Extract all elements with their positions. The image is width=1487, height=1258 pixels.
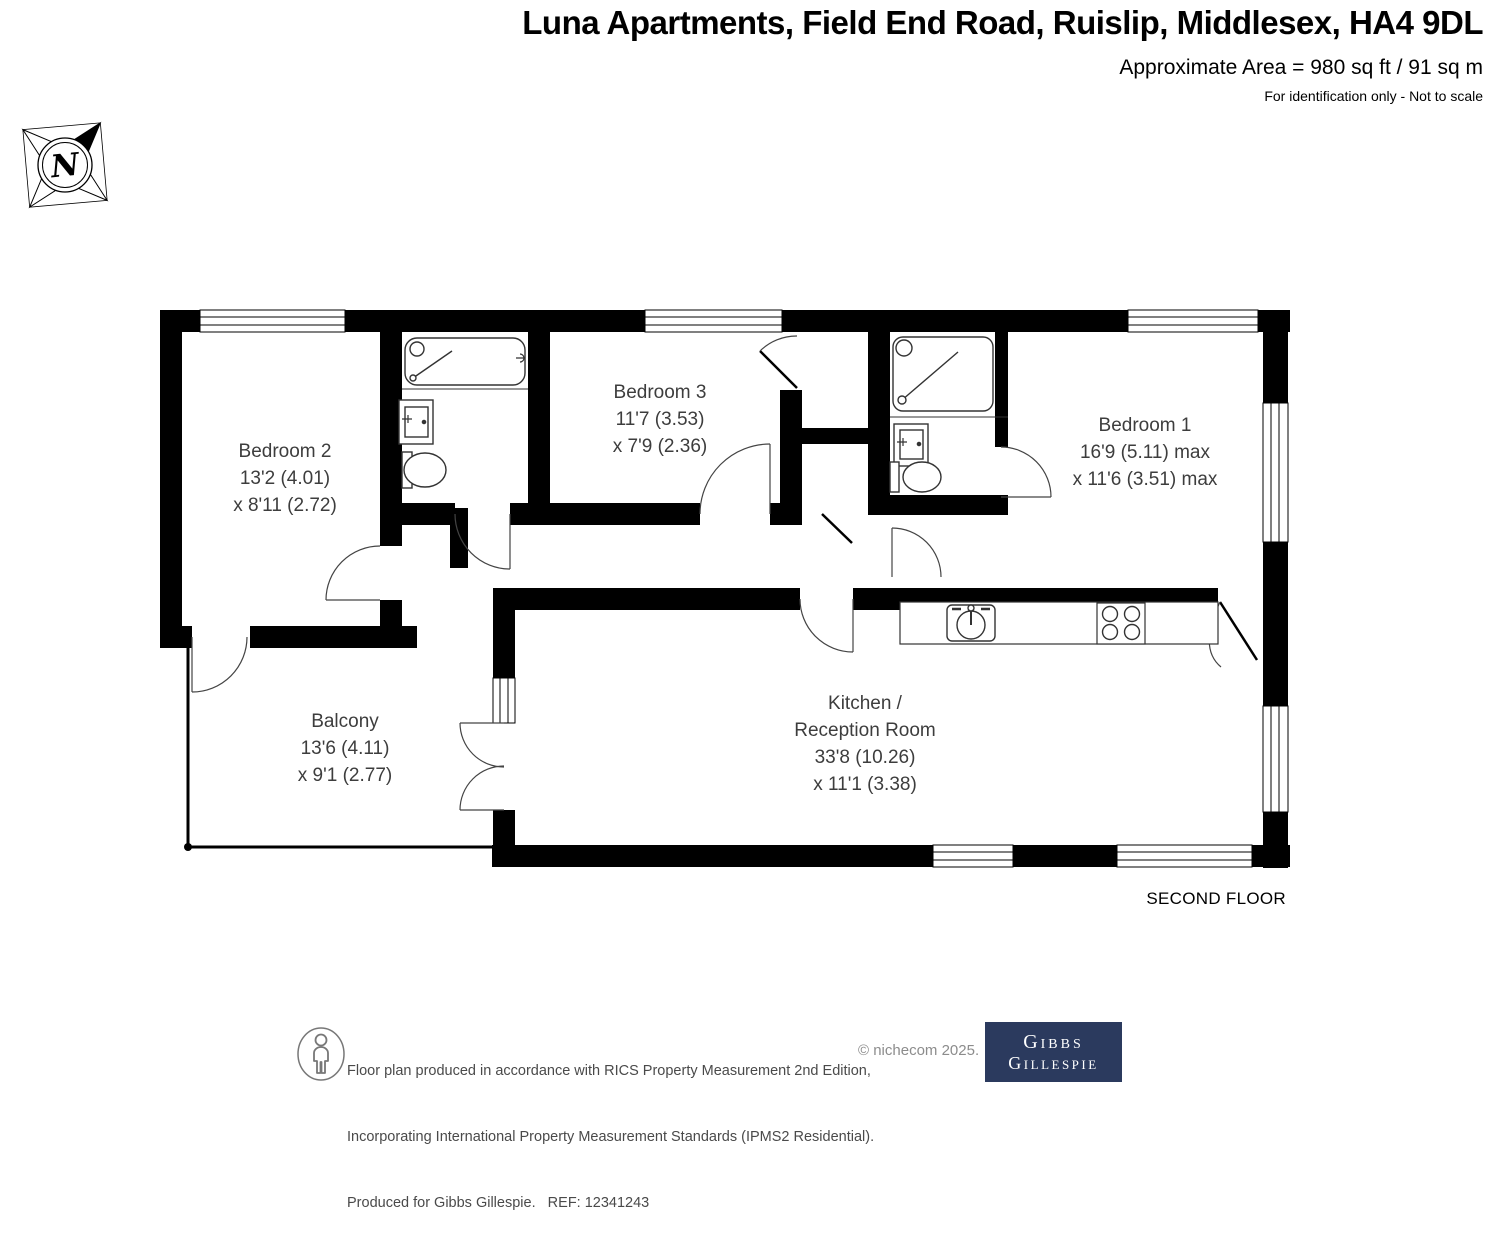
door-hall-diagonal [822,514,852,543]
bathroom2-fixtures [890,337,1008,492]
room-dim: 16'9 (5.11) max [1079,442,1211,463]
room-name: Bedroom 1 [1098,415,1192,436]
door-balcony-bedroom2 [192,637,247,692]
room-dim: x 7'9 (2.36) [612,436,708,457]
floor-level-label: SECOND FLOOR [1146,889,1286,908]
scale-disclaimer: For identification only - Not to scale [1264,88,1483,104]
footer-line1: Floor plan produced in accordance with RICS Property Measurement 2nd Edition, [347,1063,871,1079]
door-hall [892,528,941,577]
gibbs-gillespie-logo [985,1022,1122,1082]
room-label-bedroom3 [613,379,707,460]
room-label-bedroom2 [233,438,337,519]
door-ensuite [1001,447,1051,497]
footer-line3: Produced for Gibbs Gillespie. REF: 12341243 [347,1195,650,1211]
room-label-balcony [298,708,392,789]
kitchen-sink-icon [947,605,995,641]
window-top-bedroom3 [645,310,782,332]
bathtub-icon [402,338,528,389]
room-dim: 11'7 (3.53) [615,409,705,430]
logo-line1: Gibbs [1023,1031,1084,1053]
room-dim: x 8'11 (2.72) [233,495,337,516]
bathroom1-fixtures [399,338,528,488]
window-bottom-2 [1117,845,1252,867]
room-name: Balcony [311,711,379,732]
footer-line2: Incorporating International Property Measurement Standards (IPMS2 Residential). [347,1129,875,1145]
door-bedroom2 [326,546,380,600]
room-dim: x 11'1 (3.38) [813,774,917,795]
sink-icon [399,400,433,444]
door-entrance [760,351,797,388]
window-balcony-wall [493,678,515,810]
door-kitchen-right [1220,602,1257,660]
compass-north-label: N [49,146,82,186]
toilet-icon [890,462,941,492]
person-icon [296,1026,348,1082]
window-right-bedroom1 [1263,403,1288,542]
room-dim: 33'8 (10.26) [814,747,916,768]
room-name: Reception Room [794,720,936,741]
room-dim: x 9'1 (2.77) [297,765,393,786]
footer-disclaimer [347,1016,874,1258]
shower-icon [890,337,1008,417]
copyright-notice: © nichecom 2025. [858,1042,980,1059]
page-title: Luna Apartments, Field End Road, Ruislip, Middlesex, HA4 9DL [522,4,1483,41]
door-reception [800,599,853,652]
door-bedroom3 [700,444,770,514]
sink-icon [894,424,928,466]
logo-line2: Gillespie [1008,1053,1099,1073]
room-name: Kitchen / [828,693,902,714]
room-label-kitchen-reception [794,690,936,798]
hob-icon [1097,603,1145,644]
kitchen-fixtures [900,602,1218,644]
room-label-bedroom1 [1073,412,1218,493]
toilet-icon [402,452,446,488]
room-dim: x 11'6 (3.51) max [1072,469,1218,490]
room-name: Bedroom 2 [238,441,332,462]
room-dim: 13'6 (4.11) [300,738,390,759]
window-bottom-1 [933,845,1013,867]
window-top-bedroom1 [1128,310,1258,332]
window-top-bedroom2 [200,310,345,332]
approximate-area: Approximate Area = 980 sq ft / 91 sq m [1119,56,1483,79]
window-right-reception [1263,706,1288,812]
room-name: Bedroom 3 [613,382,707,403]
door-entrance-arc [760,336,797,351]
room-dim: 13'2 (4.01) [239,468,331,489]
